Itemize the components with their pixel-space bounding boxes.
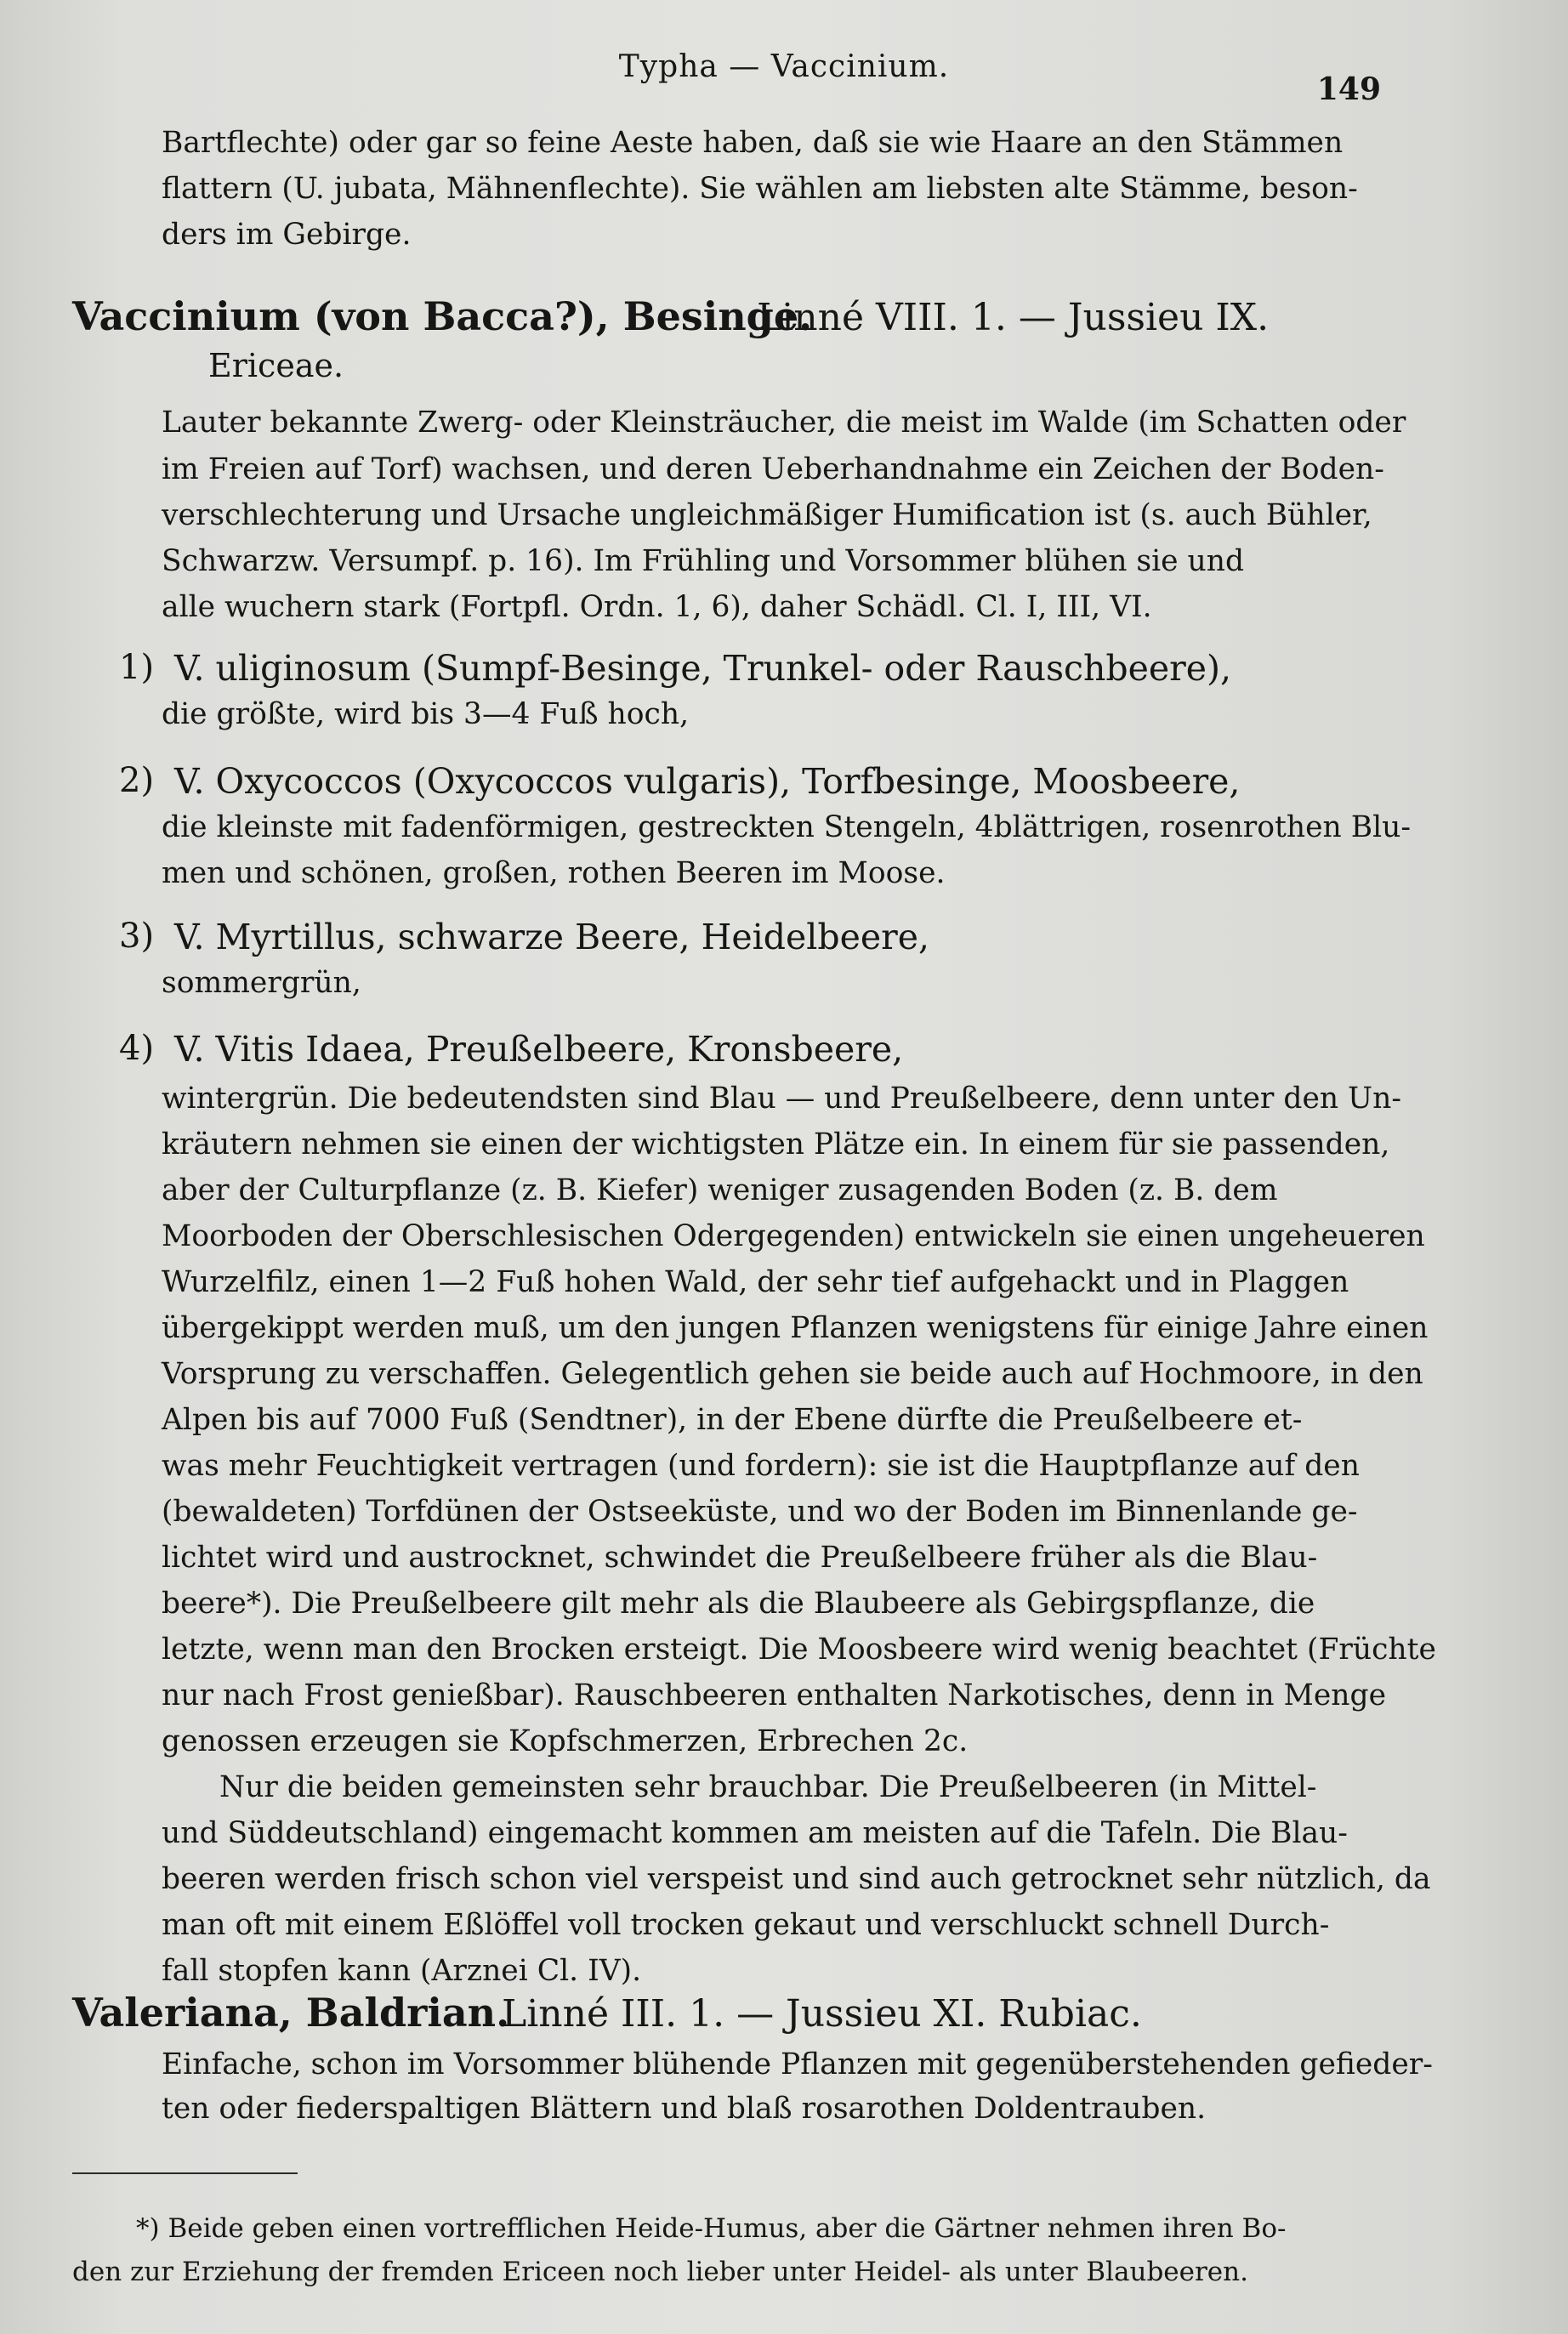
item-line: Nur die beiden gemeinsten sehr brauchbar. Die Preußelbeeren (in Mittel- xyxy=(219,1770,1317,1804)
footnote-line: *) Beide geben einen vortrefflichen Heide-Humus, aber die Gärtner nehmen ihren Bo- xyxy=(136,2213,1287,2244)
item-line: beere*). Die Preußelbeere gilt mehr als die Blaubeere als Gebirgspflanze, die xyxy=(162,1587,1315,1621)
vaccinium-heading: Vaccinium (von Bacca?), Besinge. xyxy=(72,293,813,339)
item-title: V. uliginosum (Sumpf-Besinge, Trunkel- oder Rauschbeere), xyxy=(174,648,1232,689)
item-line: sommergrün, xyxy=(162,966,361,1000)
intro-line: flattern (U. jubata, Mähnenflechte). Sie wählen am liebsten alte Stämme, beson- xyxy=(162,172,1358,206)
item-title: V. Oxycoccos (Oxycoccos vulgaris), Torfbesinge, Moosbeere, xyxy=(174,761,1241,802)
intro-line: ders im Gebirge. xyxy=(162,218,412,252)
item-number: 2) xyxy=(119,761,155,800)
item-line: (bewaldeten) Torfdünen der Ostseeküste, und wo der Boden im Binnenlande ge- xyxy=(162,1495,1358,1529)
description-line: alle wuchern stark (Fortpfl. Ordn. 1, 6), daher Schädl. Cl. I, III, VI. xyxy=(162,590,1152,624)
item-line: die größte, wird bis 3—4 Fuß hoch, xyxy=(162,697,690,731)
item-title: V. Vitis Idaea, Preußelbeere, Kronsbeere, xyxy=(174,1029,904,1070)
item-line: men und schönen, großen, rothen Beeren im Moose. xyxy=(162,856,946,890)
item-line: Moorboden der Oberschlesischen Odergegenden) entwickeln sie einen ungeheueren xyxy=(162,1219,1425,1253)
vaccinium-classification: Linné VIII. 1. — Jussieu IX. xyxy=(757,296,1270,339)
valeriana-heading: Valeriana, Baldrian. xyxy=(72,1990,510,2036)
description-line: Lauter bekannte Zwerg- oder Kleinsträucher, die meist im Walde (im Schatten oder xyxy=(162,406,1406,440)
item-line: nur nach Frost genießbar). Rauschbeeren enthalten Narkotisches, denn in Menge xyxy=(162,1678,1387,1712)
valeriana-description-line: ten oder fiederspaltigen Blättern und blaß rosarothen Doldentrauben. xyxy=(162,2092,1207,2126)
item-title: V. Myrtillus, schwarze Beere, Heidelbeere, xyxy=(174,917,930,957)
item-number: 1) xyxy=(119,648,155,687)
item-line: die kleinste mit fadenförmigen, gestreckten Stengeln, 4blättrigen, rosenrothen Blu- xyxy=(162,810,1411,844)
item-line: kräutern nehmen sie einen der wichtigsten Plätze ein. In einem für sie passenden, xyxy=(162,1127,1390,1161)
item-line: was mehr Feuchtigkeit vertragen (und fordern): sie ist die Hauptpflanze auf den xyxy=(162,1449,1360,1483)
item-line: wintergrün. Die bedeutendsten sind Blau — und Preußelbeere, denn unter den Un- xyxy=(162,1082,1401,1116)
intro-line: Bartflechte) oder gar so feine Aeste haben, daß sie wie Haare an den Stämmen xyxy=(162,126,1344,160)
item-line: beeren werden frisch schon viel verspeist und sind auch getrocknet sehr nützlich, da xyxy=(162,1862,1431,1896)
page-number: 149 xyxy=(1316,71,1381,107)
running-title: Typha — Vaccinium. xyxy=(618,49,950,84)
item-line: Vorsprung zu verschaffen. Gelegentlich gehen sie beide auch auf Hochmoore, in den xyxy=(162,1357,1423,1391)
item-line: fall stopfen kann (Arznei Cl. IV). xyxy=(162,1954,642,1988)
item-line: Wurzelfilz, einen 1—2 Fuß hohen Wald, der sehr tief aufgehackt und in Plaggen xyxy=(162,1265,1349,1299)
item-number: 4) xyxy=(119,1029,155,1068)
page-header xyxy=(0,43,1568,107)
item-line: man oft mit einem Eßlöffel voll trocken gekaut und verschluckt schnell Durch- xyxy=(162,1908,1330,1942)
item-number: 3) xyxy=(119,917,155,956)
item-line: aber der Culturpflanze (z. B. Kiefer) weniger zusagenden Boden (z. B. dem xyxy=(162,1173,1278,1207)
item-line: genossen erzeugen sie Kopfschmerzen, Erbrechen 2c. xyxy=(162,1724,969,1758)
valeriana-description-line: Einfache, schon im Vorsommer blühende Pflanzen mit gegenüberstehenden gefieder- xyxy=(162,2047,1433,2081)
item-line: letzte, wenn man den Brocken ersteigt. Die Moosbeere wird wenig beachtet (Früchte xyxy=(162,1633,1436,1667)
description-line: verschlechterung und Ursache ungleichmäßiger Humification ist (s. auch Bühler, xyxy=(162,498,1372,532)
vaccinium-family: Ericeae. xyxy=(208,347,344,384)
item-line: und Süddeutschland) eingemacht kommen am meisten auf die Tafeln. Die Blau- xyxy=(162,1816,1348,1850)
description-line: Schwarzw. Versumpf. p. 16). Im Frühling und Vorsommer blühen sie und xyxy=(162,544,1245,578)
footnote-line: den zur Erziehung der fremden Ericeen noch lieber unter Heidel- als unter Blaubeeren. xyxy=(72,2257,1248,2287)
description-line: im Freien auf Torf) wachsen, und deren Ueberhandnahme ein Zeichen der Boden- xyxy=(162,452,1384,486)
item-line: Alpen bis auf 7000 Fuß (Sendtner), in der Ebene dürfte die Preußelbeere et- xyxy=(162,1403,1303,1437)
valeriana-classification: Linné III. 1. — Jussieu XI. Rubiac. xyxy=(502,1992,1142,2036)
item-line: lichtet wird und austrocknet, schwindet die Preußelbeere früher als die Blau- xyxy=(162,1541,1318,1575)
item-line: übergekippt werden muß, um den jungen Pflanzen wenigstens für einige Jahre einen xyxy=(162,1311,1429,1345)
footnote-divider xyxy=(72,2172,298,2174)
